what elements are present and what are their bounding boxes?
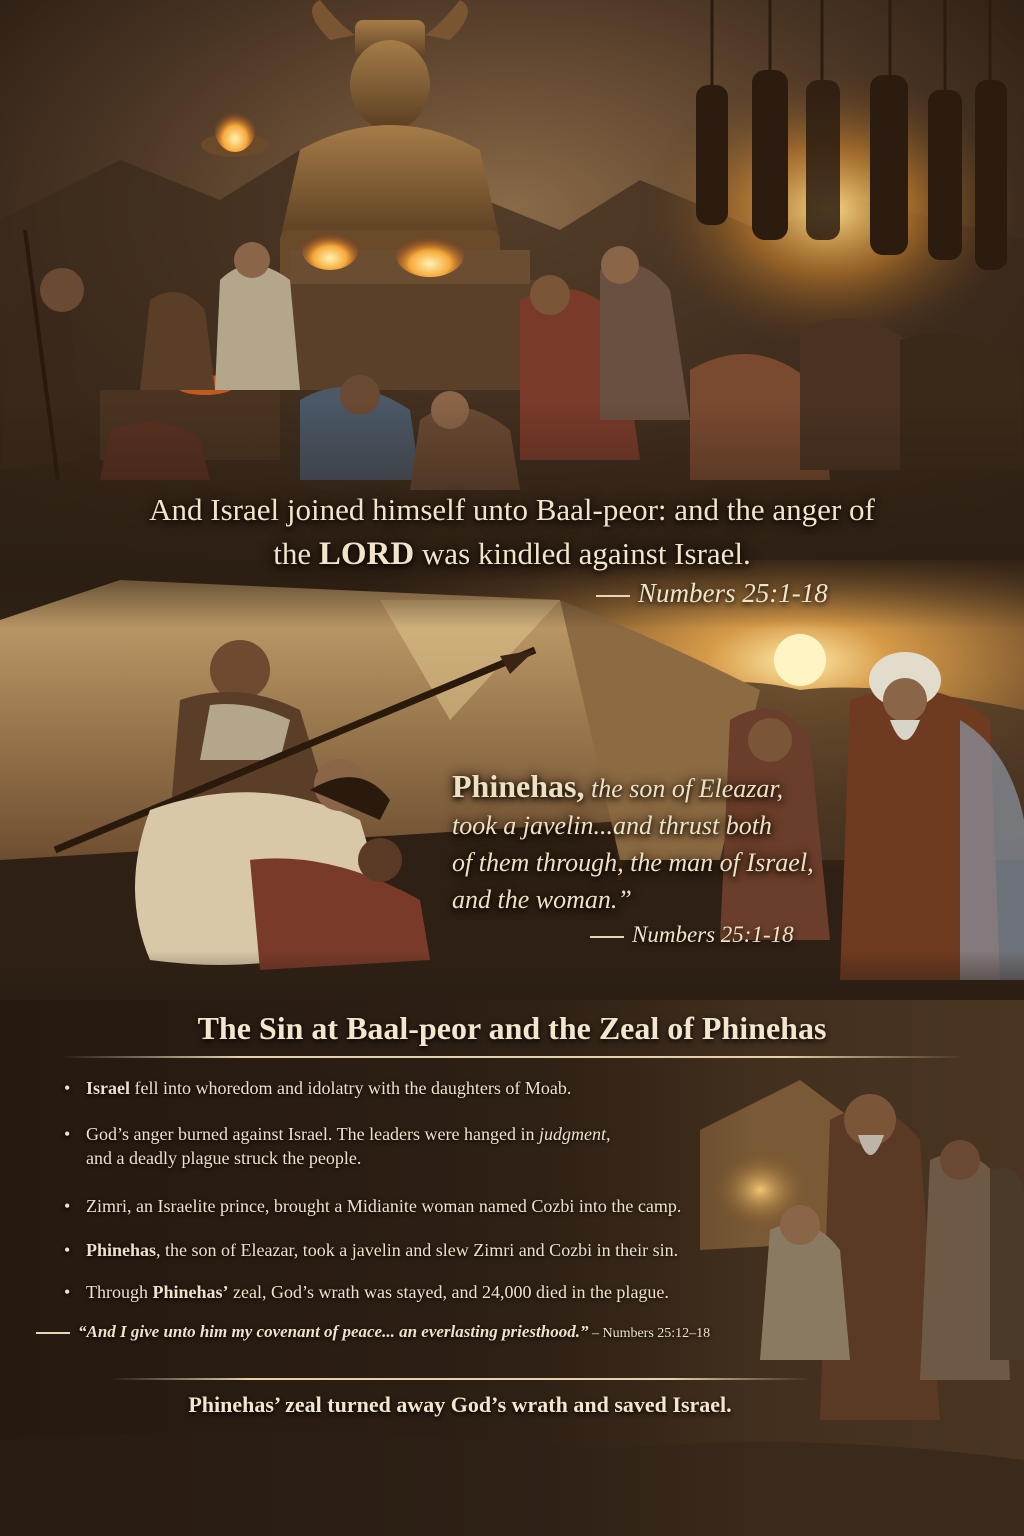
em-dash — [590, 936, 624, 938]
list-item — [60, 1076, 571, 1100]
em-dash — [36, 1332, 70, 1334]
middle-quote-line1 — [452, 768, 852, 807]
page-heading: The Sin at Baal-peor and the Zeal of Phinehas — [197, 1010, 827, 1046]
bullet2-line1 — [86, 1122, 611, 1146]
phinehas-name: Phinehas, — [452, 768, 585, 804]
bullet5-bold: Phinehas’ — [152, 1282, 229, 1302]
bullet5-pre: Through — [86, 1282, 153, 1302]
closing-divider — [110, 1378, 810, 1380]
middle-quote-line4: and the woman.” — [452, 885, 632, 914]
bullet1-bold: Israel — [86, 1078, 130, 1098]
closing-statement: Phinehas’ zeal turned away God’s wrath and saved Israel. — [188, 1392, 732, 1417]
lord-word: LORD — [318, 536, 415, 572]
top-quote-citation-text: Numbers 25:1-18 — [638, 578, 828, 608]
top-quote-line2 — [0, 532, 1024, 576]
middle-quote-line3: of them through, the man of Israel, — [452, 848, 814, 877]
covenant-quote-text: “And I give unto him my covenant of peace... an everlasting priesthood.” — [78, 1322, 589, 1341]
middle-quote-line1-rest: the son of Eleazar, — [584, 774, 784, 803]
bullet2-line2: and a deadly plague struck the people. — [86, 1148, 362, 1168]
list-item — [60, 1194, 681, 1218]
heading-divider — [60, 1056, 964, 1058]
list-item — [60, 1238, 678, 1262]
covenant-reference: – Numbers 25:12–18 — [588, 1326, 711, 1341]
bullet2-italic: judgment, — [539, 1124, 611, 1144]
bullet2-line1-pre: God’s anger burned against Israel. The leaders were hanged in — [86, 1124, 539, 1144]
bullet5-rest: zeal, God’s wrath was stayed, and 24,000 died in the plague. — [228, 1282, 669, 1302]
covenant-quote — [36, 1322, 836, 1342]
top-quote-citation — [596, 578, 828, 609]
bullet3-text: Zimri, an Israelite prince, brought a Midianite woman named Cozbi into the camp. — [86, 1196, 682, 1216]
top-quote-line1: And Israel joined himself unto Baal-peor: and the anger of — [149, 492, 875, 527]
top-scripture-quote — [0, 488, 1024, 576]
top-quote-line2-post: was kindled against Israel. — [414, 536, 751, 571]
bullet4-bold: Phinehas — [86, 1240, 157, 1260]
middle-quote-line2: took a javelin...and thrust both — [452, 811, 772, 840]
bullet1-rest: fell into whoredom and idolatry with the daughters of Moab. — [130, 1078, 572, 1098]
em-dash — [596, 595, 630, 597]
bullet4-rest: , the son of Eleazar, took a javelin and slew Zimri and Cozbi in their sin. — [156, 1240, 679, 1260]
list-item — [60, 1122, 611, 1170]
middle-quote-citation-text: Numbers 25:1-18 — [632, 922, 794, 947]
top-quote-line2-pre: the — [273, 536, 319, 571]
phinehas-scripture-quote — [452, 768, 852, 918]
list-item — [60, 1280, 669, 1304]
middle-quote-citation — [590, 922, 794, 948]
